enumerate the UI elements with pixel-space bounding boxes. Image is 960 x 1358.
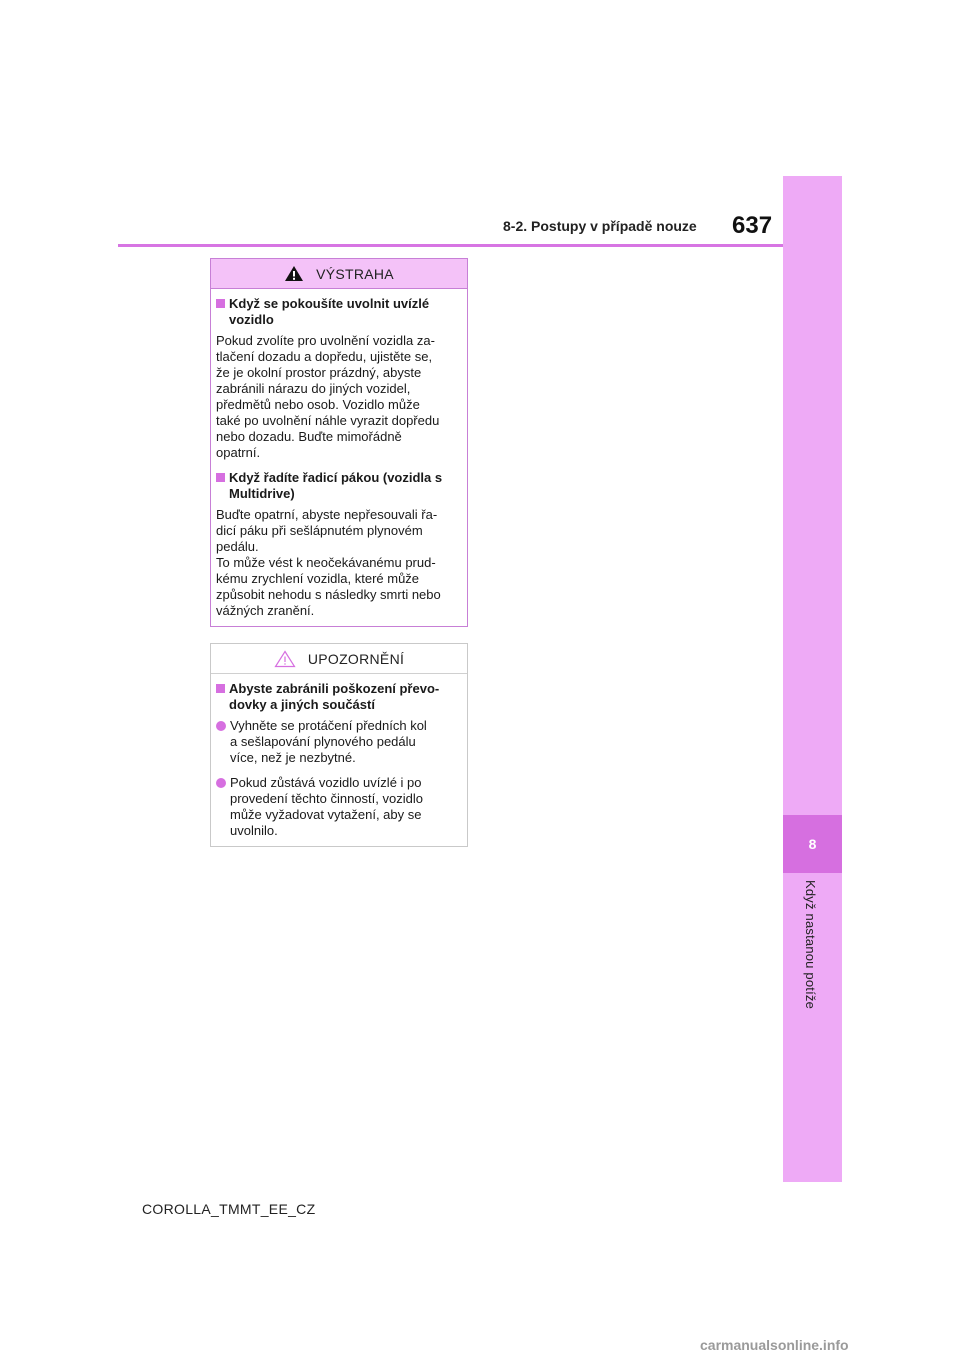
warning-header: [211, 259, 467, 289]
text-line: provedení těchto činností, vozidlo: [230, 791, 423, 806]
notice-item-title-text: Abyste zabránili poškození převo-dovky a jiných součástí: [229, 681, 440, 712]
warning-heading: VÝSTRAHA: [316, 265, 394, 282]
section-title: 8-2. Postupy v případě nouze: [503, 218, 697, 234]
text-line: Pokud zůstává vozidlo uvízlé i po: [230, 775, 422, 790]
text-line: Vyhněte se protáčení předních kol: [230, 718, 427, 733]
caution-outline-icon: [274, 650, 296, 668]
warning-icon: [284, 265, 304, 282]
notice-header: [211, 644, 467, 674]
warning-item-text: [216, 333, 461, 461]
square-bullet-icon: [216, 299, 225, 308]
notice-box: [210, 643, 468, 847]
text-line: nebo dozadu. Buďte mimořádně: [216, 429, 402, 444]
text-line: Buďte opatrní, abyste nepřesouvali řa-: [216, 507, 438, 522]
chapter-number: 8: [783, 815, 842, 873]
warning-item-title: [216, 470, 461, 502]
notice-bullet: [216, 775, 461, 839]
page-number: 637: [732, 212, 773, 239]
round-bullet-icon: [216, 778, 226, 788]
header-divider: [118, 244, 783, 247]
warning-item-title-text: Když se pokoušíte uvolnit uvízlé vozidlo: [229, 296, 430, 327]
text-line: uvolnilo.: [230, 823, 278, 838]
square-bullet-icon: [216, 473, 225, 482]
warning-item-title-text: Když řadíte řadicí pákou (vozidla s Multidrive): [229, 470, 443, 501]
notice-heading: UPOZORNĚNÍ: [307, 650, 405, 667]
notice-item-title: [216, 681, 461, 713]
text-line: kému zrychlení vozidla, které může: [216, 571, 420, 586]
warning-body: [211, 289, 467, 619]
warning-box: [210, 258, 468, 627]
square-bullet-icon: [216, 684, 225, 693]
warning-item-title: [216, 296, 461, 328]
text-line: způsobit nehodu s následky smrti nebo: [216, 587, 441, 602]
text-line: více, než je nezbytné.: [230, 750, 356, 765]
warning-item-text: [216, 507, 461, 619]
text-line: že je okolní prostor prázdný, abyste: [216, 365, 422, 380]
watermark: carmanualsonline.info: [700, 1337, 849, 1353]
notice-body: [211, 674, 467, 839]
round-bullet-icon: [216, 721, 226, 731]
text-line: může vyžadovat vytažení, aby se: [230, 807, 422, 822]
text-line: zabránili nárazu do jiných vozidel,: [216, 381, 411, 396]
notice-bullet-text: [230, 718, 427, 766]
notice-bullet: [216, 718, 461, 766]
notice-bullet-text: [230, 775, 423, 839]
text-line: také po uvolnění náhle vyrazit dopředu: [216, 413, 440, 428]
text-line: vážných zranění.: [216, 603, 315, 618]
text-line: tlačení dozadu a dopředu, ujistěte se,: [216, 349, 433, 364]
text-line: Pokud zvolíte pro uvolnění vozidla za-: [216, 333, 435, 348]
text-line: a sešlapování plynového pedálu: [230, 734, 416, 749]
text-line: předmětů nebo osob. Vozidlo může: [216, 397, 420, 412]
text-line: dicí páku při sešlápnutém plynovém: [216, 523, 423, 538]
text-line: pedálu.: [216, 539, 259, 554]
document-code: COROLLA_TMMT_EE_CZ: [142, 1201, 316, 1217]
text-line: opatrní.: [216, 445, 261, 460]
side-tab: [783, 176, 842, 1182]
chapter-label: Když nastanou potíže: [803, 880, 818, 1010]
text-line: To může vést k neočekávanému prud-: [216, 555, 436, 570]
